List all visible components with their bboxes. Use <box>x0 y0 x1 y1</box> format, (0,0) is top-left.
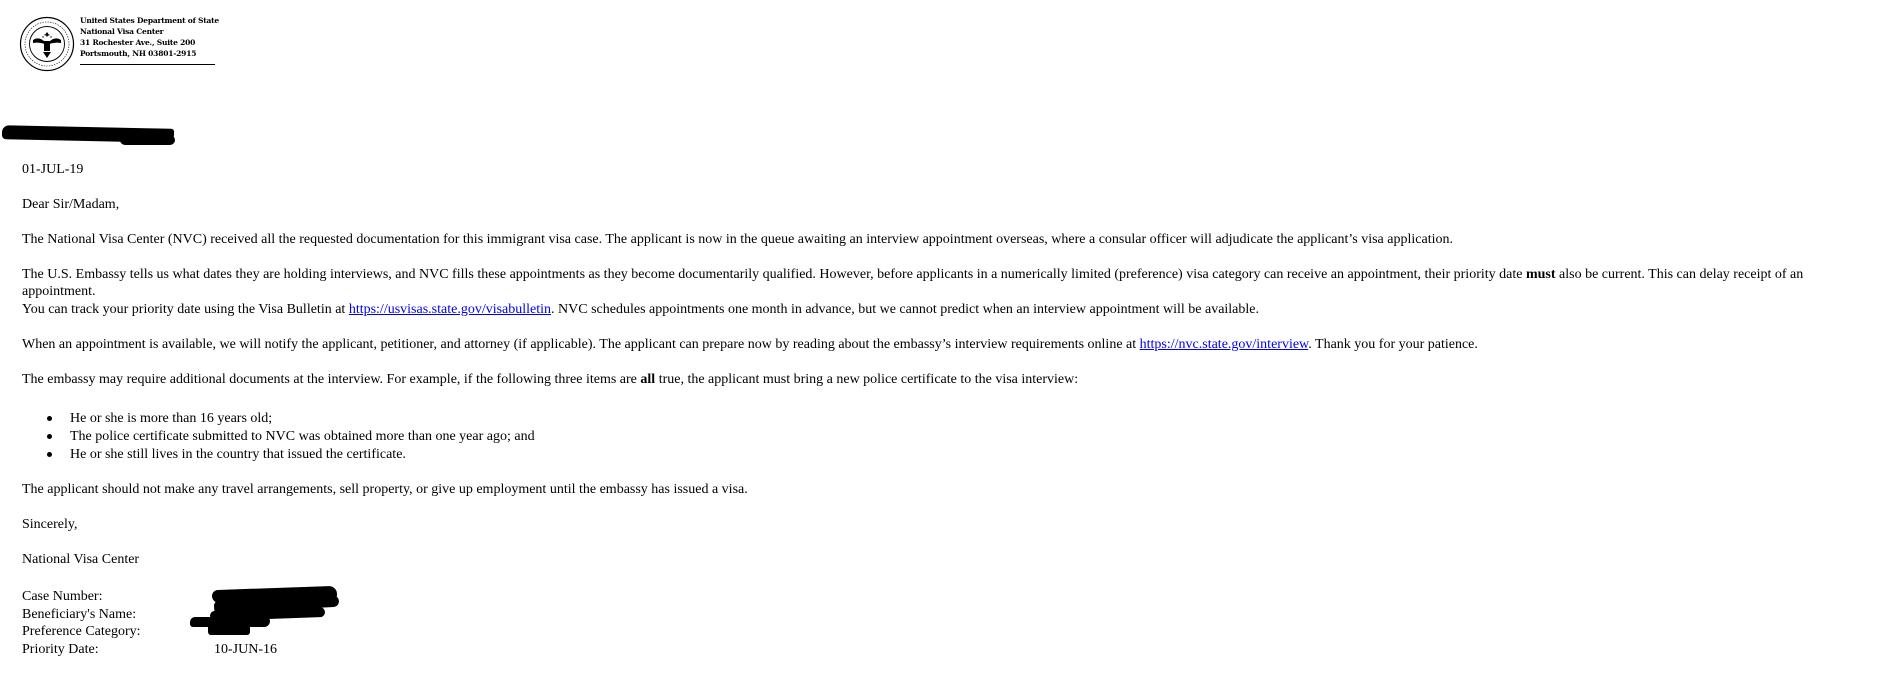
paragraph-priority-date <box>22 266 1870 300</box>
list-item <box>22 428 535 446</box>
paragraph-priority-date-text: The U.S. Embassy tells us what dates they are holding interviews, and NVC fills these appointments as they become documentarily qualified. However, before applicants in a numerically limited (preference) visa category can receive an appointment, their priority date <box>22 267 1526 282</box>
case-number-label: Case Number: <box>22 589 103 604</box>
additional-docs-text: The embassy may require additional documents at the interview. For example, if the following three items are <box>22 372 641 387</box>
list-item-text: The police certificate submitted to NVC was obtained more than one year ago; and <box>70 429 535 444</box>
beneficiary-label: Beneficiary's Name: <box>22 606 137 622</box>
additional-docs-text-end: true, the applicant must bring a new police certificate to the visa interview: <box>655 372 1079 387</box>
visa-bulletin-text: You can track your priority date using the Visa Bulletin at <box>22 302 349 317</box>
agency-address <box>80 15 234 59</box>
letter-date: 01-JUL-19 <box>22 162 84 177</box>
list-item-text: He or she still lives in the country that issued the certificate. <box>70 447 406 462</box>
emphasis-must: must <box>1525 267 1556 282</box>
letterhead-rule <box>80 64 215 65</box>
department-of-state-seal-icon <box>19 16 75 72</box>
closing: Sincerely, <box>22 517 78 532</box>
salutation: Dear Sir/Madam, <box>22 197 120 212</box>
center-name: National Visa Center <box>80 27 164 36</box>
paragraph-priority-date-text-end: also be current. This can delay receipt of an appointment. <box>22 267 1804 299</box>
paragraph-visa-bulletin <box>22 301 1259 318</box>
list-item-text: He or she is more than 16 years old; <box>70 411 273 426</box>
visa-bulletin-link[interactable]: https://usvisas.state.gov/visabulletin <box>348 302 552 317</box>
street-address: 31 Rochester Ave., Suite 200 <box>80 38 196 47</box>
bullet-icon <box>47 452 52 457</box>
priority-label: Priority Date: <box>22 641 99 657</box>
redacted-preference-category-2 <box>208 624 250 635</box>
paragraph-interview-requirements <box>22 336 1478 353</box>
list-item <box>22 446 535 464</box>
paragraph-travel-warning: The applicant should not make any travel arrangements, sell property, or give up employment until the embassy has issued a visa. <box>22 482 748 497</box>
emphasis-all: all <box>640 372 656 387</box>
bullet-icon <box>47 434 52 439</box>
interview-text: When an appointment is available, we will notify the applicant, petitioner, and attorney (if applicable). The applicant can prepare now by reading about the embassy’s interview requirements online at <box>22 337 1140 352</box>
interview-text-end: . Thank you for your patience. <box>1308 337 1478 352</box>
visa-bulletin-text-end: . NVC schedules appointments one month in advance, but we cannot predict when an interview appointment will be available. <box>551 302 1260 317</box>
city-address: Portsmouth, NH 03801-2915 <box>80 49 197 58</box>
priority-date-value: 10-JUN-16 <box>214 641 277 657</box>
redacted-recipient-tail <box>120 135 175 145</box>
letterhead <box>19 14 239 70</box>
signature: National Visa Center <box>22 552 140 567</box>
preference-label: Preference Category: <box>22 624 141 639</box>
police-certificate-conditions <box>22 410 535 464</box>
interview-requirements-link[interactable]: https://nvc.state.gov/interview <box>1139 337 1309 352</box>
bullet-icon <box>47 416 52 421</box>
paragraph-additional-documents <box>22 371 1078 388</box>
agency-name: United States Department of State <box>80 16 219 25</box>
list-item <box>22 410 535 428</box>
paragraph-queue-status: The National Visa Center (NVC) received all the requested documentation for this immigrant visa case. The applicant is now in the queue awaiting an interview appointment overseas, where a consular officer will adjudicate the applicant’s visa application. <box>22 232 1453 247</box>
